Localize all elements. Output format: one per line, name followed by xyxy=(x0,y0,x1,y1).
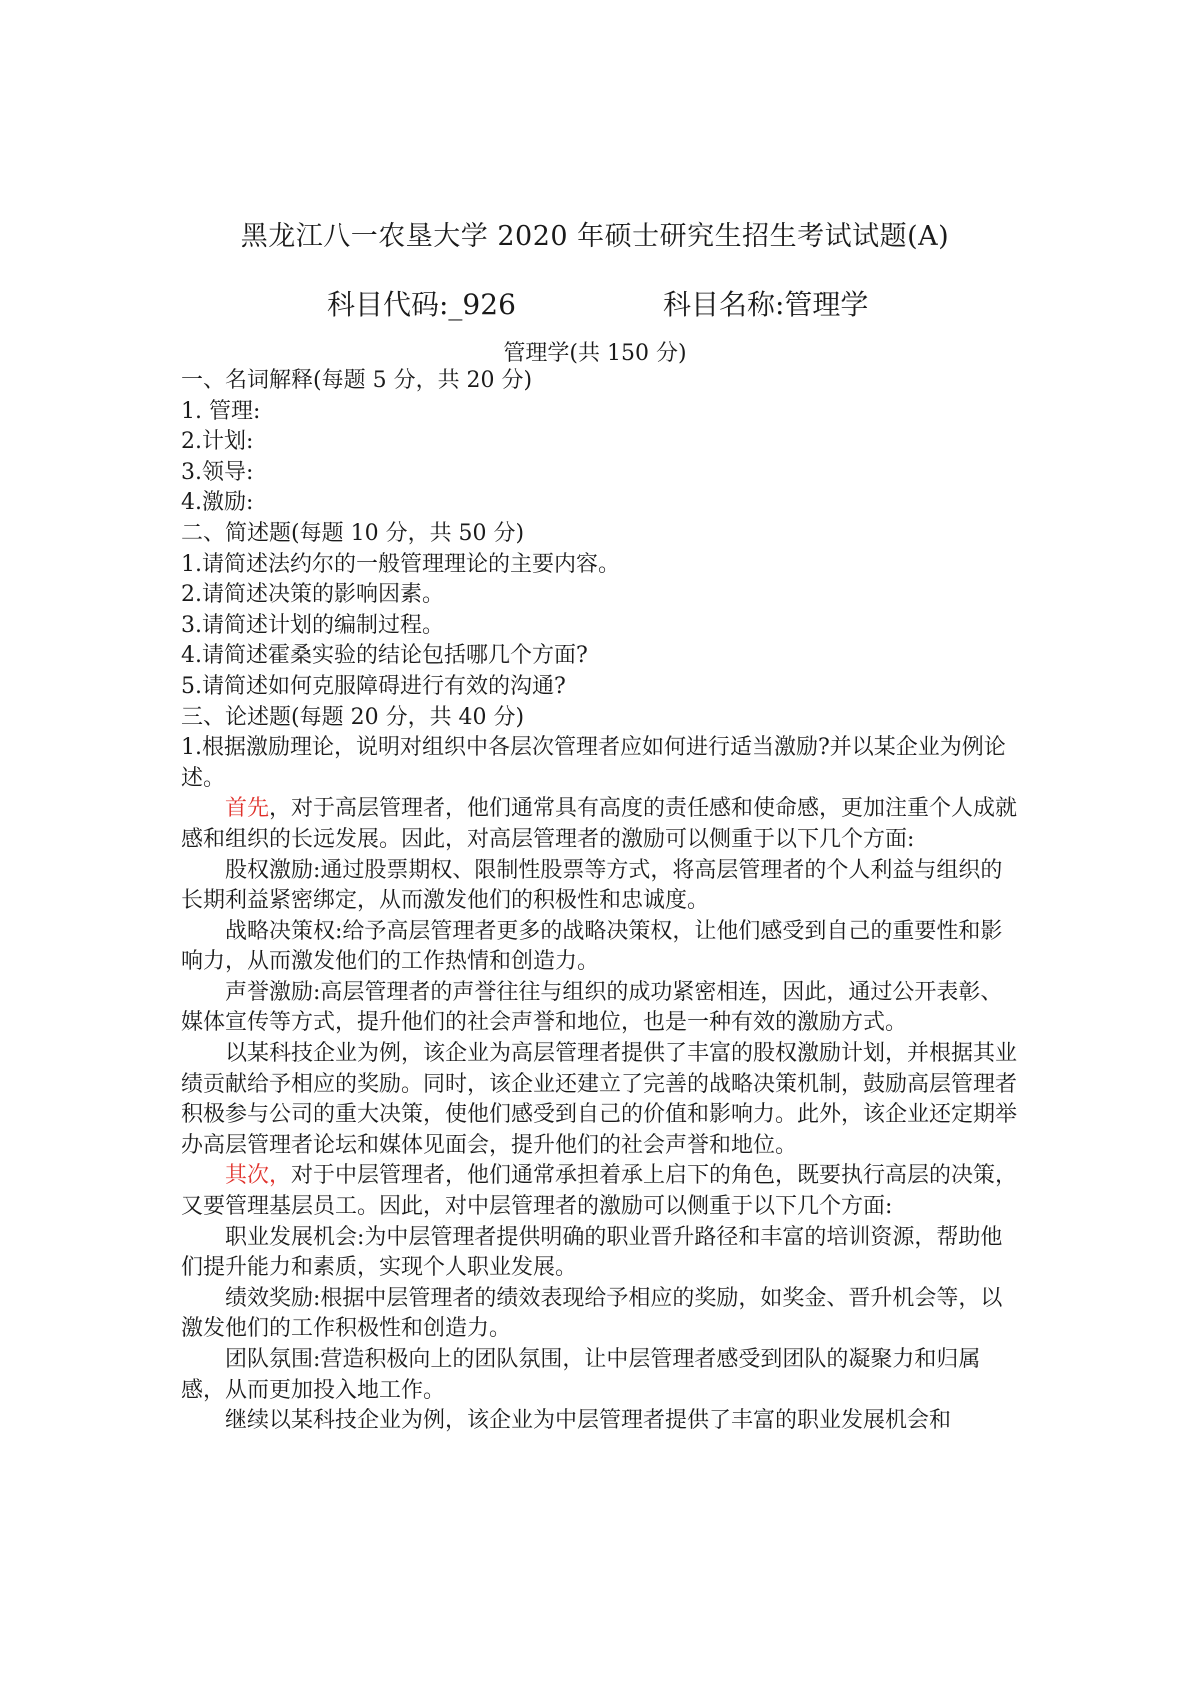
section-heading: 一、名词解释(每题 5 分，共 20 分) xyxy=(181,368,533,393)
answer-paragraph xyxy=(181,794,1021,855)
question-item: 2.请简述决策的影响因素。 xyxy=(181,582,444,608)
paper-subtitle: 管理学(共 150 分) xyxy=(503,341,687,366)
question-item: 3.领导: xyxy=(181,459,254,485)
section-heading: 二、简述题(每题 10 分，共 50 分) xyxy=(181,520,525,546)
question-item: 1.请简述法约尔的一般管理理论的主要内容。 xyxy=(181,551,620,577)
subject-code: 科目代码:_926 xyxy=(327,288,516,321)
highlight-lead: 首先 xyxy=(225,796,270,822)
section-heading: 三、论述题(每题 20 分，共 40 分) xyxy=(181,704,525,730)
paragraph-text: 对于中层管理者，他们通常承担着承上启下的角色，既要执行高层的决策，又要管理基层员工。因此，对中层管理者的激励可以侧重于以下几个方面: xyxy=(181,1163,1018,1220)
question-item: 3.请简述计划的编制过程。 xyxy=(181,612,444,638)
answer-paragraph: 战略决策权:给予高层管理者更多的战略决策权，让他们感受到自己的重要性和影响力，从而激发他们的工作热情和创造力。 xyxy=(181,918,1003,975)
subject-name: 科目名称:管理学 xyxy=(663,288,869,321)
exam-body xyxy=(181,366,1021,1437)
question-item: 4.请简述霍桑实验的结论包括哪几个方面? xyxy=(181,643,588,669)
question-item: 1. 管理: xyxy=(181,398,261,424)
question-item: 4.激励: xyxy=(181,490,254,516)
answer-paragraph: 声誉激励:高层管理者的声誉往往与组织的成功紧密相连，因此，通过公开表彰、媒体宣传等方式，提升他们的社会声誉和地位，也是一种有效的激励方式。 xyxy=(181,979,1003,1036)
highlight-lead: 其次， xyxy=(225,1163,292,1189)
answer-paragraph: 以某科技企业为例，该企业为高层管理者提供了丰富的股权激励计划，并根据其业绩贡献给予相应的奖励。同时，该企业还建立了完善的战略决策机制，鼓励高层管理者积极参与公司的重大决策，使他们感受到自己的价值和影响力。此外，该企业还定期举办高层管理者论坛和媒体见面会，提升他们的社会声誉和地位。 xyxy=(181,1041,1018,1158)
subject-line xyxy=(0,283,1190,323)
answer-paragraph: 绩效奖励:根据中层管理者的绩效表现给予相应的奖励，如奖金、晋升机会等，以激发他们的工作积极性和创造力。 xyxy=(181,1285,1003,1342)
answer-paragraph xyxy=(181,1161,1021,1222)
answer-paragraph: 股权激励:通过股票期权、限制性股票等方式，将高层管理者的个人利益与组织的长期利益紧密绑定，从而激发他们的积极性和忠诚度。 xyxy=(181,857,1003,914)
essay-question: 1.根据激励理论，说明对组织中各层次管理者应如何进行适当激励?并以某企业为例论述。 xyxy=(181,735,1006,791)
answer-paragraph: 团队氛围:营造积极向上的团队氛围，让中层管理者感受到团队的凝聚力和归属感，从而更加投入地工作。 xyxy=(181,1347,981,1403)
question-item: 5.请简述如何克服障碍进行有效的沟通? xyxy=(181,673,566,699)
question-item: 2.计划: xyxy=(181,429,254,455)
answer-paragraph: 继续以某科技企业为例，该企业为中层管理者提供了丰富的职业发展机会和 xyxy=(225,1408,952,1434)
answer-paragraph: 职业发展机会:为中层管理者提供明确的职业晋升路径和丰富的培训资源，帮助他们提升能力和素质，实现个人职业发展。 xyxy=(181,1224,1003,1281)
exam-title: 黑龙江八一农垦大学 2020 年硕士研究生招生考试试题(A) xyxy=(240,221,950,252)
paragraph-text: ，对于高层管理者，他们通常具有高度的责任感和使命感，更加注重个人成就感和组织的长远发展。因此，对高层管理者的激励可以侧重于以下几个方面: xyxy=(181,796,1018,852)
